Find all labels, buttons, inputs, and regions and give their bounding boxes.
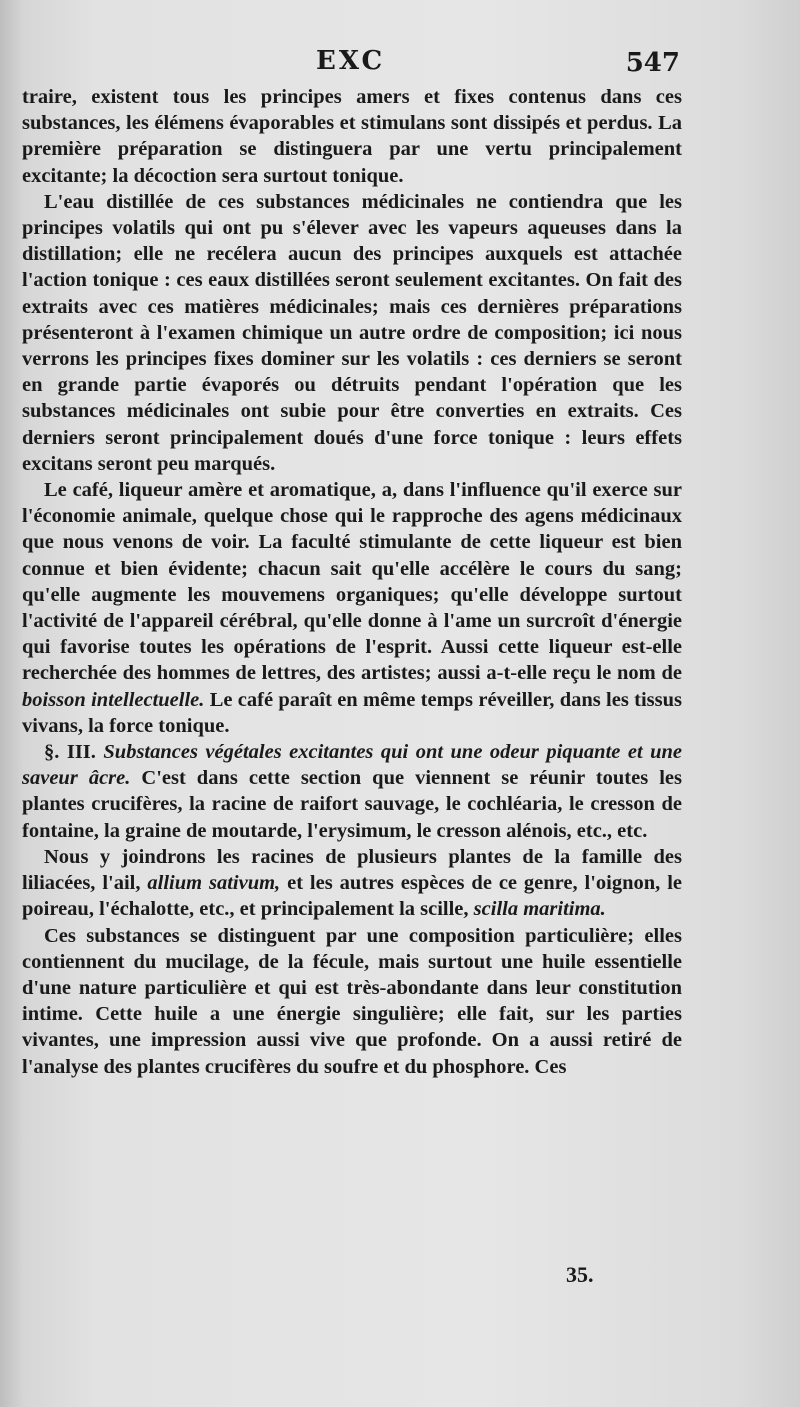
running-head: EXC (316, 46, 386, 76)
paragraph-3-tail: Le café paraît en même temps réveiller, dans les tissus vivans, la force tonique. (22, 688, 682, 737)
body-text (22, 84, 682, 1080)
paragraph-1: traire, existent tous les principes amers et fixes contenus dans ces substances, les élémens évaporables et stimulans sont dissipés et perdus. La première préparation se distinguera par une vertu principalement excitante; la décoction sera surtout tonique. (22, 86, 682, 187)
paragraph-4 (22, 739, 682, 844)
paragraph-5 (22, 844, 682, 923)
signature-mark: 35. (566, 1262, 594, 1287)
paragraph-5-mid: et les autres espèces de ce genre, l'oignon, le poireau, l'échalotte, etc., et principalement la scille, (22, 872, 682, 921)
paragraph-5-italic-1: allium sativum, (147, 872, 281, 895)
paragraph-4-text: C'est dans cette section que viennent se réunir toutes les plantes crucifères, la racine de raifort sauvage, le cochléaria, le cresson de fontaine, la graine de moutarde, l'erysimum, le cresson alénois, etc., etc. (22, 767, 682, 842)
page-number: 547 (625, 48, 680, 78)
section-title: Substances végétales excitantes qui ont une odeur piquante et une saveur âcre. (22, 741, 683, 790)
paragraph-5-italic-2: scilla maritima. (473, 898, 606, 921)
page-header (0, 46, 800, 82)
paragraph-2: L'eau distillée de ces substances médicinales ne contiendra que les principes volatils qui ont pu s'élever avec les vapeurs aqueuses dans la distillation; elle ne recélera aucun des principes auxquels est attachée l'action tonique : ces eaux distillées seront seulement excitantes. On fait des extraits avec ces matières médicinales; mais ces dernières préparations présenteront à l'examen chimique un autre ordre de composition; ici nous verrons les principes fixes dominer sur les volatils : ces derniers se seront en grande partie évaporés ou détruits pendant l'opération que les substances médicinales ont subie pour être converties en extraits. Ces derniers seront principalement doués d'une force tonique : leurs effets excitans seront peu marqués. (22, 190, 682, 475)
paragraph-3-text: Le café, liqueur amère et aromatique, a, dans l'influence qu'il exerce sur l'économie animale, quelque chose qui le rapproche des agens médicinaux que nous venons de voir. La faculté stimulante de cette liqueur est bien connue et bien évidente; chacun sait qu'elle accélère le cours du sang; qu'elle augmente les mouvemens organiques; qu'elle développe surtout l'activité de l'appareil cérébral, qu'elle donne à l'ame un surcroît d'énergie qui favorise toutes les opérations de l'esprit. Aussi cette liqueur est-elle recherchée des hommes de lettres, des artistes; aussi a-t-elle reçu le nom de (22, 479, 682, 685)
paragraph-6: Ces substances se distinguent par une composition particulière; elles contiennent du mucilage, de la fécule, mais surtout une huile essentielle d'une nature particulière et qui est très-abondante dans leur constitution intime. Cette huile a une énergie singulière; elle fait, sur les parties vivantes, une impression aussi vive que profonde. On a aussi retiré de l'analyse des plantes crucifères du soufre et du phosphore. Ces (22, 924, 682, 1078)
paragraph-3-italic: boisson intellectuelle. (22, 688, 205, 711)
paragraph-5-text: Nous y joindrons les racines de plusieurs plantes de la famille des liliacées, l'ail, (22, 845, 682, 895)
paragraph-3 (22, 477, 682, 739)
section-number: §. III. (44, 741, 96, 764)
